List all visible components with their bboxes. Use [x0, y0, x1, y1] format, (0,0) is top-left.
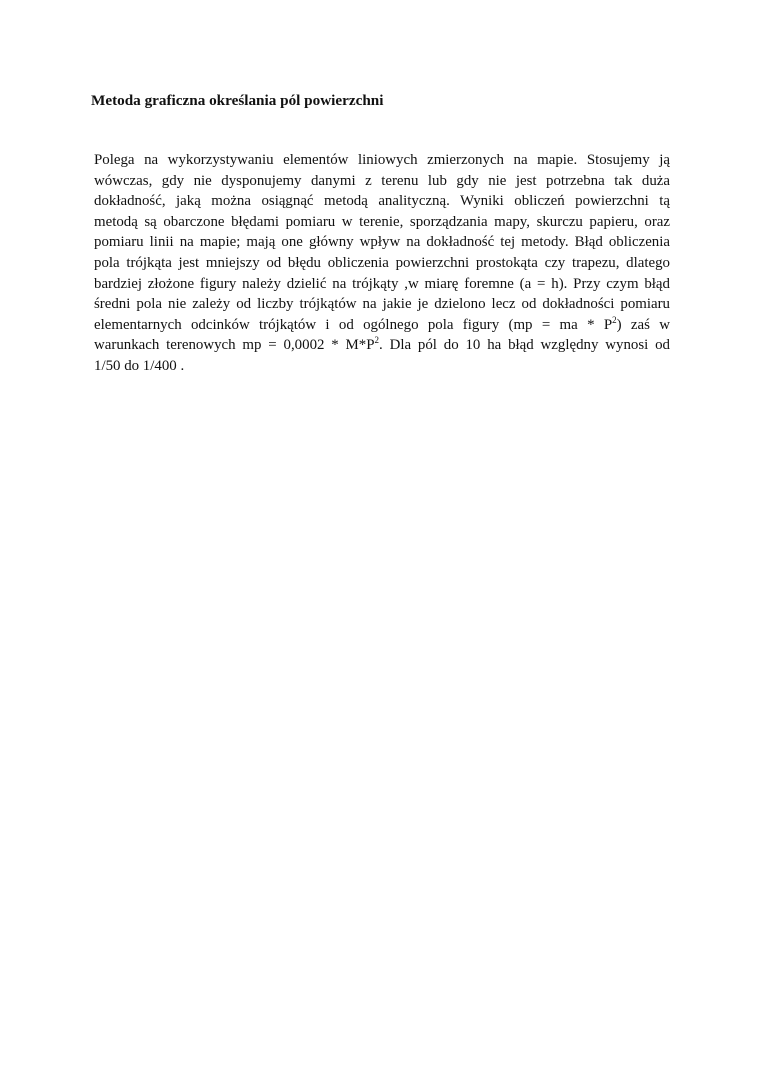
paragraph-line: Polega na wykorzystywaniu elementów liniowych zmierzonych na mapie. Stosujemy ją	[94, 152, 670, 168]
document-paragraph	[94, 150, 670, 377]
paragraph-line-formula	[94, 315, 670, 336]
paragraph-line: średni pola nie zależy od liczby trójkątów na jakie je dzielono lecz od dokładności pomiaru	[94, 296, 670, 313]
formula-text: elementarnych odcinków trójkątów i od ogólnego pola figury (mp = ma * P	[94, 316, 613, 333]
formula-tail: . Dla pól do 10 ha błąd względny wynosi od	[379, 337, 670, 354]
paragraph-line: pola trójkąta jest mniejszy od błędu obliczenia powierzchni prostokąta czy trapezu, dlatego	[94, 254, 670, 271]
paragraph-last-line: 1/50 do 1/400 .	[94, 357, 185, 374]
formula-text: warunkach terenowych mp = 0,0002 * M*P	[94, 337, 375, 354]
paragraph-line: wówczas, gdy nie dysponujemy danymi z terenu lub gdy nie jest potrzebna tak duża	[94, 172, 670, 189]
paragraph-line: dokładność, jaką można osiągnąć metodą analityczną. Wyniki obliczeń powierzchni tą	[94, 193, 670, 210]
paragraph-line: bardziej złożone figury należy dzielić na trójkąty ,w miarę foremne (a = h). Przy czym błąd	[94, 275, 670, 292]
paragraph-line-formula	[94, 335, 670, 356]
document-title: Metoda graficzna określania pól powierzchni	[91, 92, 384, 109]
paragraph-line: metodą są obarczone błędami pomiaru w terenie, sporządzania mapy, skurczu papieru, oraz	[94, 213, 670, 230]
exponent: 2	[374, 335, 380, 346]
exponent: 2	[612, 314, 617, 325]
paragraph-line: pomiaru linii na mapie; mają one główny wpływ na dokładność tej metody. Błąd obliczenia	[94, 234, 670, 251]
formula-tail: ) zaś w	[616, 316, 670, 333]
